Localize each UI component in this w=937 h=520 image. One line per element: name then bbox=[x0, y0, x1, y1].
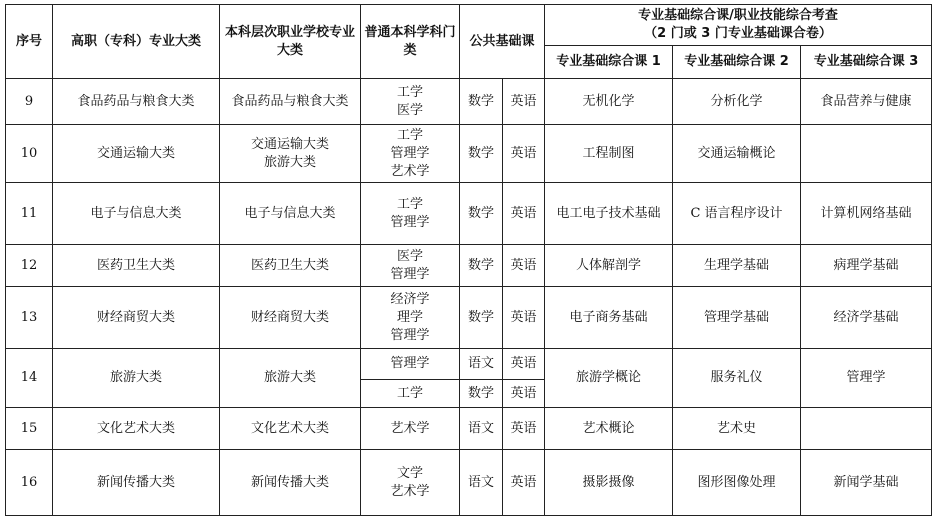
cell-bachelor: 医药卫生大类 bbox=[220, 245, 361, 287]
header-regular-bachelor: 普通本科学科门类 bbox=[361, 5, 460, 79]
header-bachelor-vocational-major: 本科层次职业学校专业大类 bbox=[220, 5, 361, 79]
cell-bachelor: 新闻传播大类 bbox=[220, 450, 361, 516]
cell-seq: 9 bbox=[6, 79, 53, 125]
cell-public-1: 语文 bbox=[460, 349, 503, 380]
cell-course-3: 管理学 bbox=[801, 349, 932, 408]
cell-course-3: 经济学基础 bbox=[801, 287, 932, 349]
cell-course-3: 食品营养与健康 bbox=[801, 79, 932, 125]
cell-disciplines: 工学 医学 bbox=[361, 79, 460, 125]
cell-disciplines: 管理学 bbox=[361, 349, 460, 380]
cell-course-3 bbox=[801, 408, 932, 450]
cell-public-2: 英语 bbox=[503, 287, 545, 349]
header-course-3: 专业基础综合课 3 bbox=[801, 46, 932, 79]
cell-course-1: 旅游学概论 bbox=[545, 349, 673, 408]
cell-public-1: 数学 bbox=[460, 79, 503, 125]
cell-vocational: 新闻传播大类 bbox=[53, 450, 220, 516]
cell-disciplines: 工学 管理学 bbox=[361, 183, 460, 245]
cell-course-2: 管理学基础 bbox=[673, 287, 801, 349]
cell-public-1: 语文 bbox=[460, 408, 503, 450]
cell-public-2: 英语 bbox=[503, 349, 545, 380]
header-professional-group-line1: 专业基础综合课/职业技能综合考查 bbox=[638, 8, 838, 23]
cell-course-1: 电工电子技术基础 bbox=[545, 183, 673, 245]
cell-disciplines: 文学 艺术学 bbox=[361, 450, 460, 516]
cell-course-2: C 语言程序设计 bbox=[673, 183, 801, 245]
header-professional-group bbox=[545, 5, 932, 46]
cell-vocational: 财经商贸大类 bbox=[53, 287, 220, 349]
cell-course-1: 工程制图 bbox=[545, 125, 673, 183]
cell-public-2: 英语 bbox=[503, 125, 545, 183]
table-row bbox=[6, 287, 932, 349]
cell-seq: 16 bbox=[6, 450, 53, 516]
cell-vocational: 电子与信息大类 bbox=[53, 183, 220, 245]
cell-bachelor: 交通运输大类 旅游大类 bbox=[220, 125, 361, 183]
cell-public-2: 英语 bbox=[503, 245, 545, 287]
cell-public-1: 数学 bbox=[460, 245, 503, 287]
cell-disciplines: 工学 管理学 艺术学 bbox=[361, 125, 460, 183]
cell-public-1: 数学 bbox=[460, 380, 503, 408]
cell-course-1: 摄影摄像 bbox=[545, 450, 673, 516]
cell-course-2: 分析化学 bbox=[673, 79, 801, 125]
cell-course-1: 人体解剖学 bbox=[545, 245, 673, 287]
table-row bbox=[6, 349, 932, 380]
cell-course-2: 交通运输概论 bbox=[673, 125, 801, 183]
cell-public-1: 数学 bbox=[460, 183, 503, 245]
cell-course-3: 新闻学基础 bbox=[801, 450, 932, 516]
cell-vocational: 交通运输大类 bbox=[53, 125, 220, 183]
cell-course-2: 图形图像处理 bbox=[673, 450, 801, 516]
cell-vocational: 旅游大类 bbox=[53, 349, 220, 408]
cell-course-3: 病理学基础 bbox=[801, 245, 932, 287]
cell-vocational: 医药卫生大类 bbox=[53, 245, 220, 287]
cell-public-2: 英语 bbox=[503, 450, 545, 516]
cell-bachelor: 文化艺术大类 bbox=[220, 408, 361, 450]
cell-bachelor: 财经商贸大类 bbox=[220, 287, 361, 349]
cell-course-1: 电子商务基础 bbox=[545, 287, 673, 349]
cell-course-1: 艺术概论 bbox=[545, 408, 673, 450]
cell-course-2: 生理学基础 bbox=[673, 245, 801, 287]
cell-bachelor: 食品药品与粮食大类 bbox=[220, 79, 361, 125]
cell-bachelor: 电子与信息大类 bbox=[220, 183, 361, 245]
cell-disciplines: 艺术学 bbox=[361, 408, 460, 450]
cell-public-2: 英语 bbox=[503, 380, 545, 408]
table-row bbox=[6, 245, 932, 287]
cell-disciplines: 医学 管理学 bbox=[361, 245, 460, 287]
cell-bachelor: 旅游大类 bbox=[220, 349, 361, 408]
cell-public-2: 英语 bbox=[503, 408, 545, 450]
header-course-2: 专业基础综合课 2 bbox=[673, 46, 801, 79]
cell-public-1: 语文 bbox=[460, 450, 503, 516]
cell-seq: 12 bbox=[6, 245, 53, 287]
cell-seq: 15 bbox=[6, 408, 53, 450]
table-row bbox=[6, 79, 932, 125]
header-public-basic: 公共基础课 bbox=[460, 5, 545, 79]
table-row bbox=[6, 183, 932, 245]
cell-seq: 11 bbox=[6, 183, 53, 245]
cell-course-2: 艺术史 bbox=[673, 408, 801, 450]
cell-seq: 13 bbox=[6, 287, 53, 349]
cell-course-3 bbox=[801, 125, 932, 183]
table-row bbox=[6, 450, 932, 516]
cell-vocational: 文化艺术大类 bbox=[53, 408, 220, 450]
cell-disciplines: 经济学 理学 管理学 bbox=[361, 287, 460, 349]
cell-course-2: 服务礼仪 bbox=[673, 349, 801, 408]
header-vocational-major: 高职（专科）专业大类 bbox=[53, 5, 220, 79]
cell-public-1: 数学 bbox=[460, 287, 503, 349]
cell-public-1: 数学 bbox=[460, 125, 503, 183]
cell-disciplines: 工学 bbox=[361, 380, 460, 408]
cell-seq: 10 bbox=[6, 125, 53, 183]
curriculum-table bbox=[5, 4, 932, 516]
header-course-1: 专业基础综合课 1 bbox=[545, 46, 673, 79]
cell-public-2: 英语 bbox=[503, 183, 545, 245]
cell-public-2: 英语 bbox=[503, 79, 545, 125]
cell-vocational: 食品药品与粮食大类 bbox=[53, 79, 220, 125]
table-row bbox=[6, 408, 932, 450]
cell-course-1: 无机化学 bbox=[545, 79, 673, 125]
cell-seq: 14 bbox=[6, 349, 53, 408]
header-professional-group-line2: （2 门或 3 门专业基础课合卷） bbox=[644, 26, 832, 41]
header-seq: 序号 bbox=[6, 5, 53, 79]
cell-course-3: 计算机网络基础 bbox=[801, 183, 932, 245]
table-row bbox=[6, 125, 932, 183]
